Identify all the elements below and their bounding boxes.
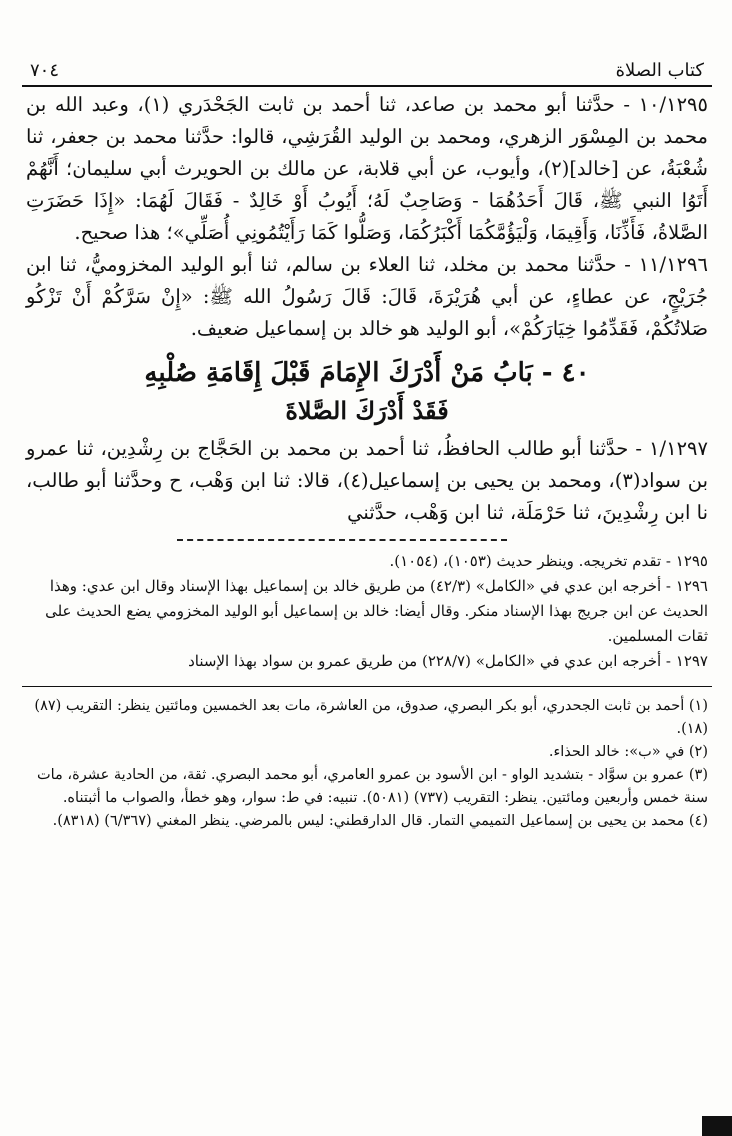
chapter-heading-line2: فَقَدْ أَدْرَكَ الصَّلاةَ [285, 396, 449, 425]
footnote-1: (١) أحمد بن ثابت الجحدري، أبو بكر البصري، صدوق، من العاشرة، مات بعد الخمسين ومائتين ينظر: التقريب (٨٧) (١٨). [34, 698, 708, 737]
page-number: ٧٠٤ [30, 60, 60, 81]
hadith-1295: ١٠/١٢٩٥ - حدَّثنا أبو محمد بن صاعد، ثنا أحمد بن ثابت الجَحْدَري (١)، وعبد الله بن محمد بن المِسْوَر الزهري، ومحمد بن الوليد القُرَشِي، قالوا: حدَّثنا محمد بن جعفر، ثنا شُعْبَةُ، عن [خالد](٢)، وأيوب، عن أبي قلابة، عن مالك بن الحويرث أبي سليمان؛ أَنَّهُمْ أَتَوُا النبي ﷺ، قَالَ أَحَدُهُمَا - وَصَاحِبٌ لَهُ؛ أَيُوبُ أَوْ خَالِدٌ - فَقَالَ لَهُمَا: «إِذَا حَضَرَتِ الصَّلاةُ، فَأَذِّنَا، وَأَقِيمَا، وَلْيَؤُمَّكُمَا أَكْبَرُكُمَا، وَصَلُّوا كَمَا رَأَيْتُمُونِي أُصَلِّي»؛ هذا صحيح. [26, 93, 708, 244]
book-page [22, 60, 712, 833]
chapter-heading-line1: ٤٠ - بَابُ مَنْ أَدْرَكَ الإِمَامَ قَبْلَ إِقَامَةِ صُلْبِهِ [144, 358, 590, 388]
takhrij-notes [22, 549, 712, 674]
running-head [22, 60, 712, 83]
footnote-3: (٣) عمرو بن سوَّاد - بتشديد الواو - ابن الأسود بن عمرو العامري، أبو محمد البصري. ثقة، من الحادية عشرة، مات سنة خمس وأربعين ومائتين. ينظر: التقريب (٧٣٧) (٥٠٨١). تنبيه: في ط: سوار، وهو خطأ، والصواب ما أثبتناه. [36, 767, 708, 806]
chapter-text [22, 433, 712, 529]
scan-corner-mark [702, 1116, 732, 1136]
hadith-1297: ١/١٢٩٧ - حدَّثنا أبو طالب الحافظُ، ثنا أحمد بن محمد بن الحَجَّاج بن رِشْدِين، ثنا عمرو بن سواد(٣)، ومحمد بن يحيى بن إسماعيل(٤)، قالا: ثنا ابن وَهْب، ح وحدَّثنا أبو طالب، نا ابن رِشْدِينَ، ثنا حَرْمَلَة، ثنا ابن وَهْب، حدَّثني [26, 437, 709, 524]
chapter-title: كتاب الصلاة [615, 60, 704, 81]
hadith-1296: ١١/١٢٩٦ - حدَّثنا محمد بن مخلد، ثنا العلاء بن سالم، ثنا أبو الوليد المخزوميُّ، ثنا ابن جُرَيْجٍ، عن عطاءٍ، عن أبي هُرَيْرَةَ، قَالَ: قَالَ رَسُولُ الله ﷺ: «إِنْ سَرَّكُمْ أَنْ تَزْكُو صَلاتُكُمْ، فَقَدِّمُوا خِيَارَكُمْ»، أبو الوليد هو خالد بن إسماعيل ضعيف. [26, 253, 708, 340]
main-text [22, 89, 712, 345]
note-1297: ١٢٩٧ - أخرجه ابن عدي في «الكامل» (٢٢٨/٧) من طريق عمرو بن سواد بهذا الإسناد [188, 652, 708, 670]
notes-separator [177, 539, 507, 541]
footnote-4: (٤) محمد بن يحيى بن إسماعيل التميمي التمار. قال الدارقطني: ليس بالمرضي. ينظر المغني (٦/٣٦٧) (٨٣١٨). [52, 813, 708, 829]
footnote-rule [22, 686, 712, 687]
note-1295: ١٢٩٥ - تقدم تخريجه. وينظر حديث (١٠٥٣)، (١٠٥٤). [389, 552, 708, 570]
footnotes [22, 695, 712, 833]
note-1296: ١٢٩٦ - أخرجه ابن عدي في «الكامل» (٤٢/٣) من طريق خالد بن إسماعيل بهذا الإسناد وقال ابن عدي: وهذا الحديث عن ابن جريج بهذا الإسناد منكر. وقال أيضا: خالد بن إسماعيل أبو الوليد المخزومي يضع الحديث على ثقات المسلمين. [45, 577, 708, 645]
footnote-2: (٢) في «ب»: خالد الحذاء. [548, 744, 708, 760]
header-rule [22, 85, 712, 87]
